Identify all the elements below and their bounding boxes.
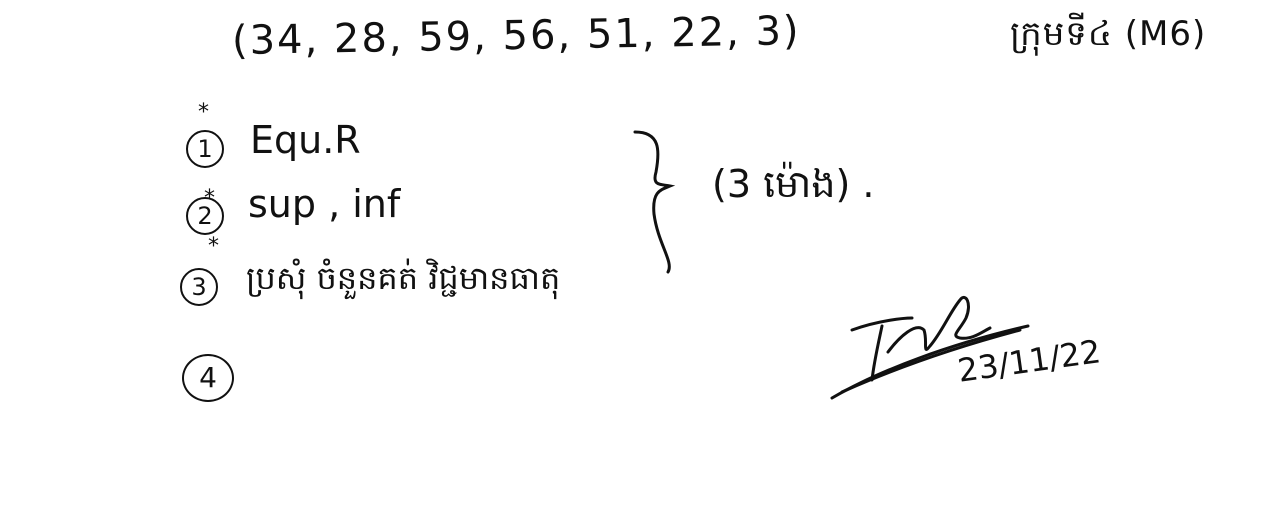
item-number-3: 3 xyxy=(180,268,218,306)
duration-label: (3 ម៉ោង) . xyxy=(712,162,875,206)
item-text-1: Equ.R xyxy=(250,118,361,162)
item-text-3: ប្រសុំ ចំនួនគត់ វិជ្ជមានធាតុ xyxy=(246,259,561,297)
star-mark-icon: * xyxy=(208,234,219,259)
item-number-2: 2 xyxy=(186,197,224,235)
group-label: ក្រុមទី៤ (M6) xyxy=(1010,14,1207,54)
item-text-2: sup , inf xyxy=(248,182,401,226)
date-label: 23/11/22 xyxy=(955,332,1103,390)
star-mark-icon: * xyxy=(198,100,209,125)
star-mark-icon: * xyxy=(204,186,215,211)
item-number-1: 1 xyxy=(186,130,224,168)
number-sequence: (34, 28, 59, 56, 51, 22, 3) xyxy=(231,8,801,64)
curly-brace-icon xyxy=(635,132,670,272)
item-number-4: 4 xyxy=(182,354,234,402)
